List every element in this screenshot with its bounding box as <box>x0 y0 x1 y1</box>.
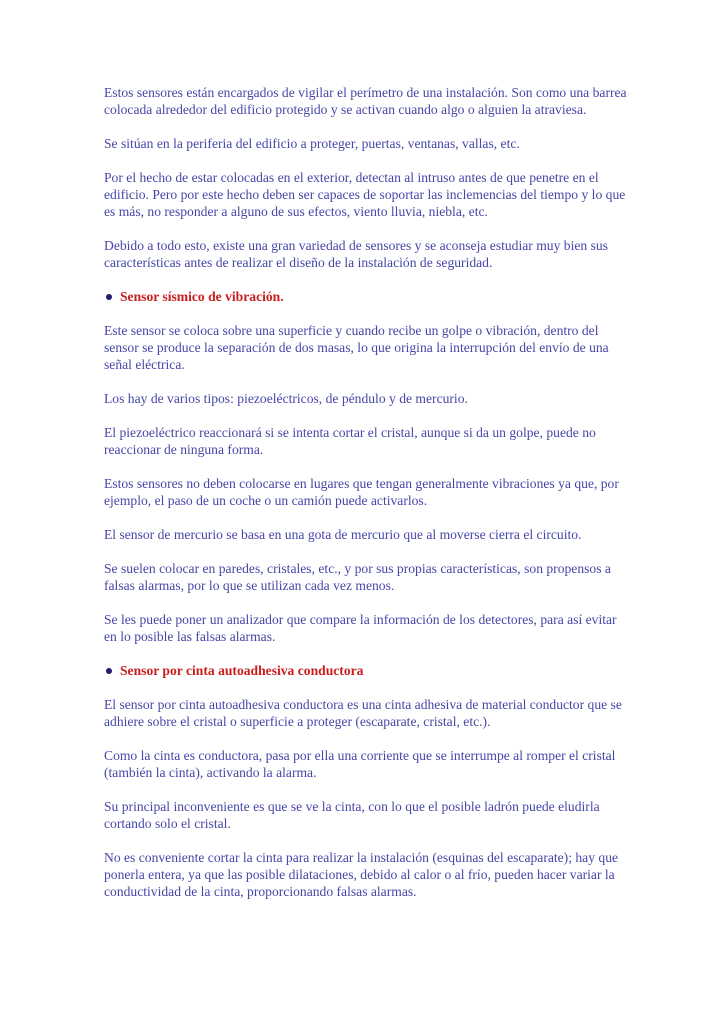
bullet-icon <box>106 294 112 300</box>
intro-paragraph-4: Debido a todo esto, existe una gran variedad de sensores y se aconseja estudiar muy bien sus características antes de realizar el diseño de la instalación de seguridad. <box>104 238 608 270</box>
intro-paragraph-2: Se sitúan en la periferia del edificio a proteger, puertas, ventanas, vallas, etc. <box>104 136 520 151</box>
section1-paragraph-6: Se suelen colocar en paredes, cristales, etc., y por sus propias características, son propensos a falsas alarmas, por lo que se utilizan cada vez menos. <box>104 561 611 593</box>
intro-paragraph-3: Por el hecho de estar colocadas en el exterior, detectan al intruso antes de que penetre en el edificio. Pero por este hecho deben ser capaces de soportar las inclemencias del tiempo y lo que es más, no responder a alguno de sus efectos, viento lluvia, niebla, etc. <box>104 170 626 219</box>
section1-paragraph-3: El piezoeléctrico reaccionará si se intenta cortar el cristal, aunque si da un golpe, puede no reaccionar de ninguna forma. <box>104 425 596 457</box>
section2-paragraph-3: Su principal inconveniente es que se ve la cinta, con lo que el posible ladrón puede eludirla cortando solo el cristal. <box>104 799 600 831</box>
section2-paragraph-2: Como la cinta es conductora, pasa por ella una corriente que se interrumpe al romper el cristal (también la cinta), activando la alarma. <box>104 748 616 780</box>
section1-paragraph-4: Estos sensores no deben colocarse en lugares que tengan generalmente vibraciones ya que, por ejemplo, el paso de un coche o un camión puede activarlos. <box>104 476 619 508</box>
section1-paragraph-1: Este sensor se coloca sobre una superficie y cuando recibe un golpe o vibración, dentro del sensor se produce la separación de dos masas, lo que origina la interrupción del envío de una señal eléctrica. <box>104 323 609 372</box>
section1-paragraph-5: El sensor de mercurio se basa en una gota de mercurio que al moverse cierra el circuito. <box>104 527 582 542</box>
section2-paragraph-4: No es conveniente cortar la cinta para realizar la instalación (esquinas del escaparate); hay que ponerla entera, ya que las posible dilataciones, debido al calor o al frío, pueden hacer variar la conductividad de la cinta, proporcionando falsas alarmas. <box>104 850 619 899</box>
section2-paragraph-1: El sensor por cinta autoadhesiva conductora es una cinta adhesiva de material conductor que se adhiere sobre el cristal o superficie a proteger (escaparate, cristal, etc.). <box>104 697 622 729</box>
intro-paragraph-1: Estos sensores están encargados de vigilar el perímetro de una instalación. Son como una barrea colocada alrededor del edificio protegido y se activan cuando algo o alguien la atraviesa. <box>104 85 627 117</box>
section-title: Sensor por cinta autoadhesiva conductora <box>120 663 364 678</box>
section-heading-vibration <box>104 288 628 305</box>
section1-paragraph-2: Los hay de varios tipos: piezoeléctricos, de péndulo y de mercurio. <box>104 391 468 406</box>
section-title: Sensor sísmico de vibración. <box>120 289 284 304</box>
section-heading-tape <box>104 662 628 679</box>
section1-paragraph-7: Se les puede poner un analizador que compare la información de los detectores, para así evitar en lo posible las falsas alarmas. <box>104 612 617 644</box>
bullet-icon <box>106 668 112 674</box>
